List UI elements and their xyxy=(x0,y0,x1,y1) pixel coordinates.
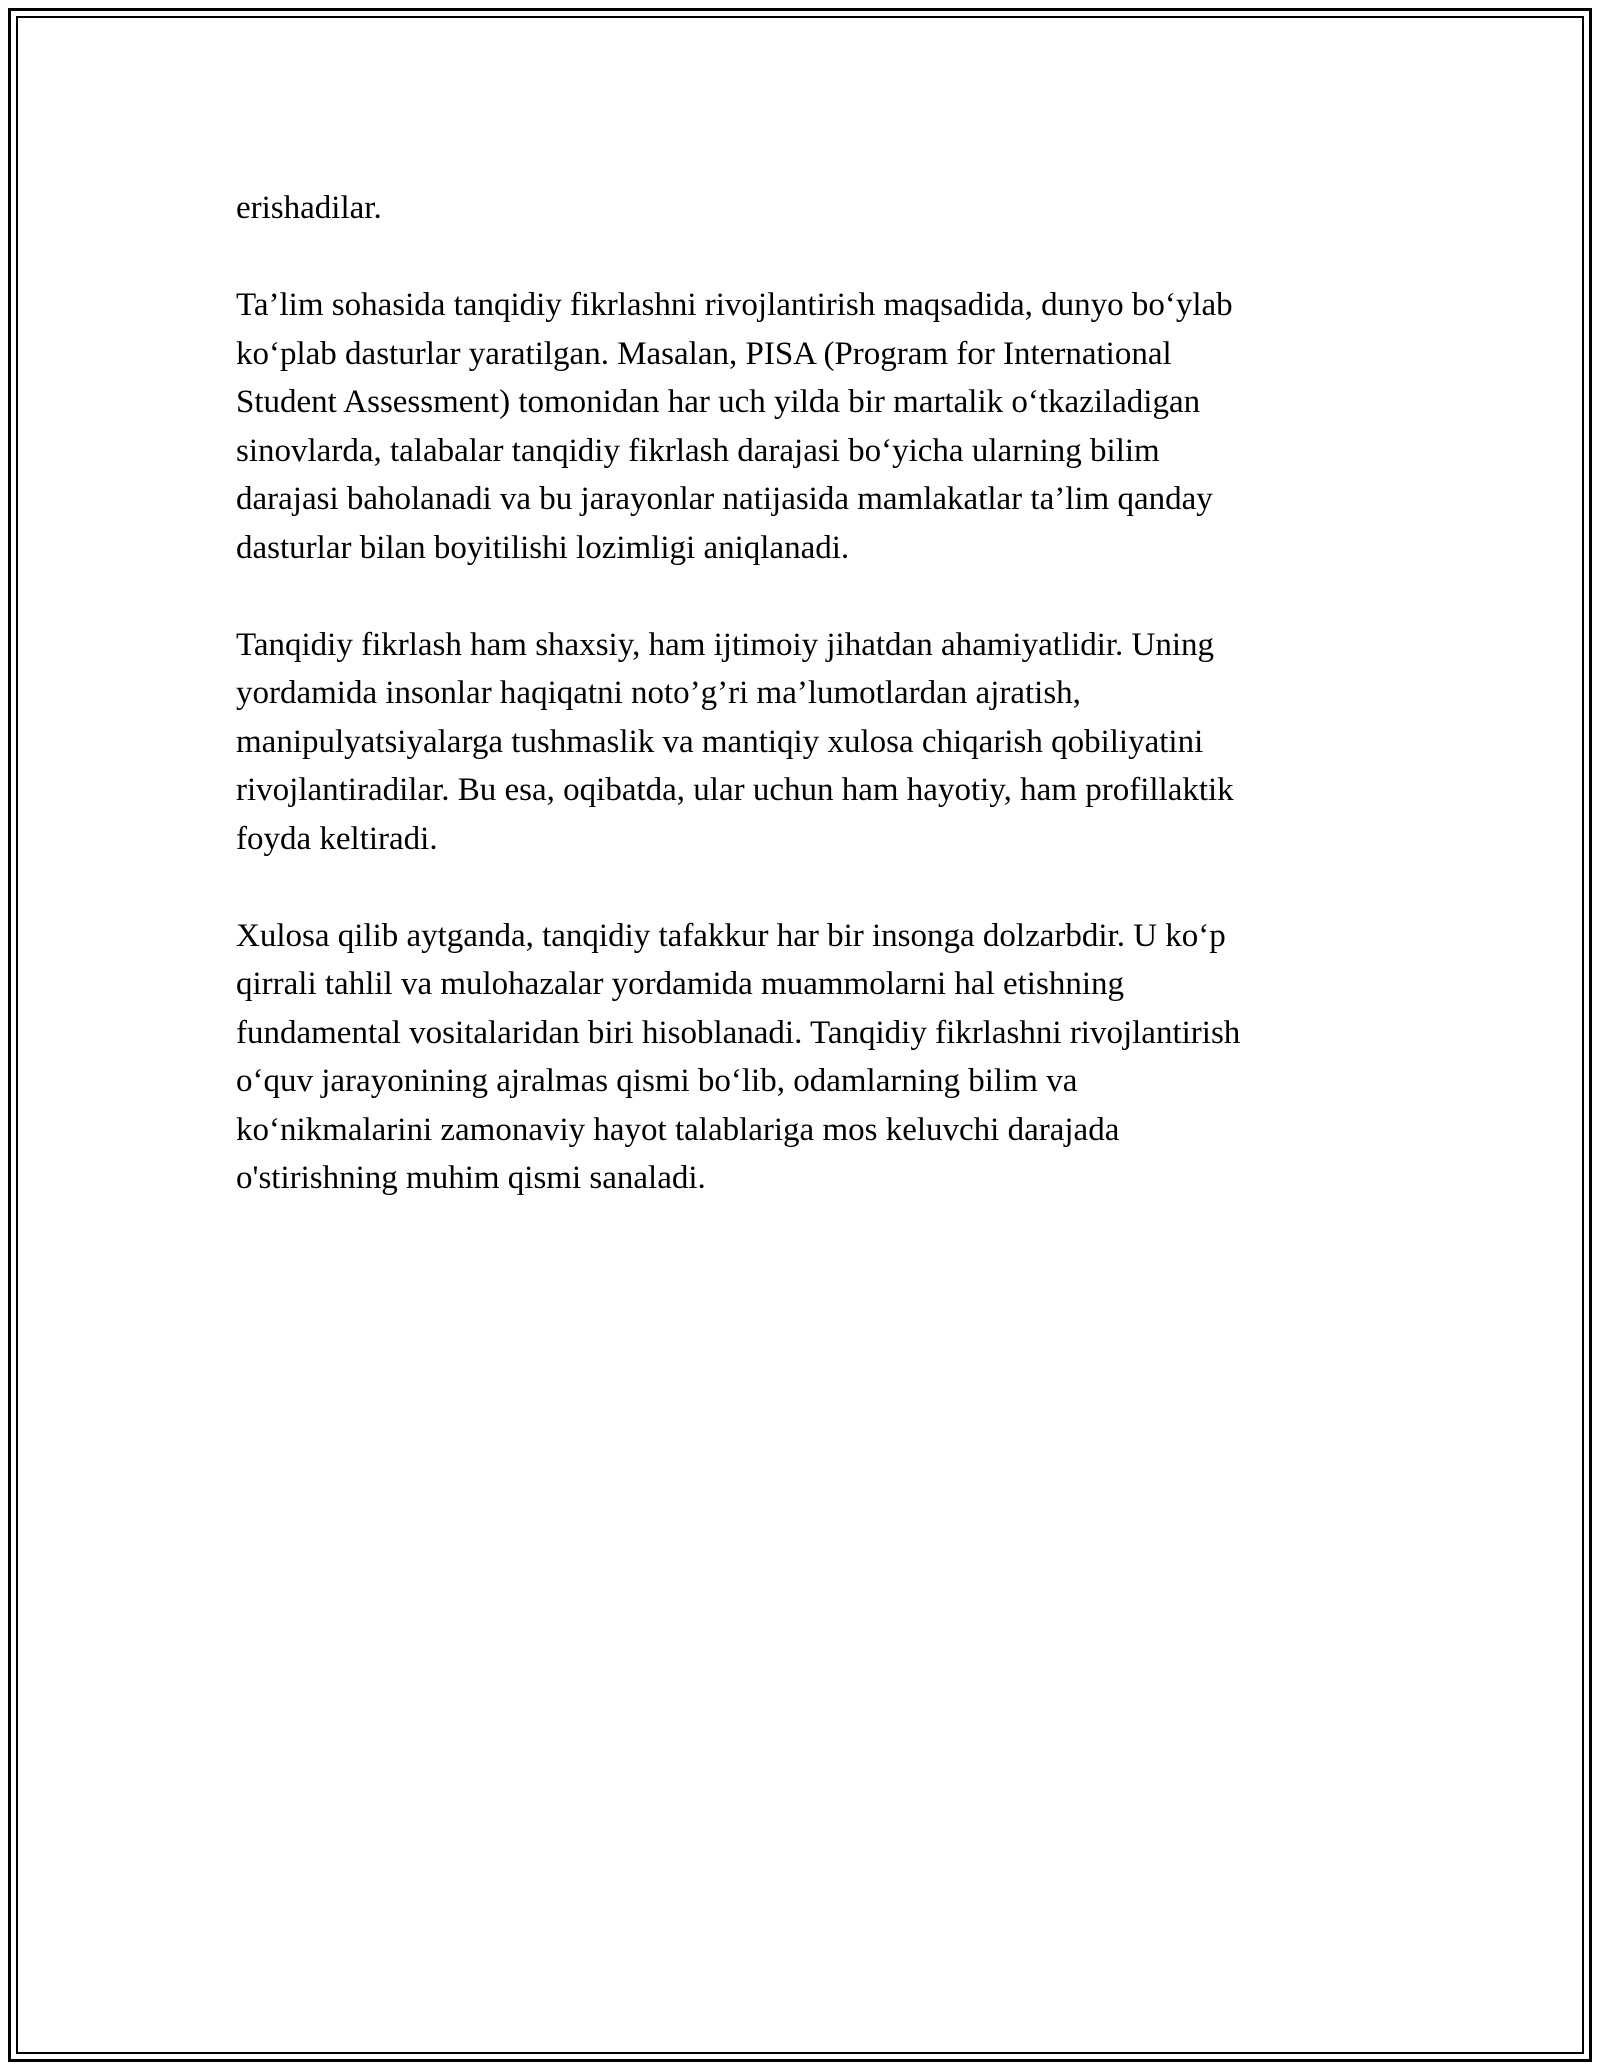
text-line: darajasi baholanadi va bu jarayonlar natijasida mamlakatlar ta’lim qanday xyxy=(236,481,1213,517)
text-line: rivojlantiradilar. Bu esa, oqibatda, ular uchun ham hayotiy, ham profillaktik xyxy=(236,772,1234,808)
text-line: foyda keltiradi. xyxy=(236,820,438,857)
text-line: ko‘nikmalarini zamonaviy hayot talablariga mos keluvchi darajada xyxy=(236,1111,1120,1148)
document-body xyxy=(236,184,1376,1251)
text-line: manipulyatsiyalarga tushmaslik va mantiqiy xulosa chiqarish qobiliyatini xyxy=(236,723,1204,760)
paragraph-3 xyxy=(236,621,1376,864)
text-line: Xulosa qilib aytganda, tanqidiy tafakkur har bir insonga dolzarbdir. U ko‘p xyxy=(236,917,1226,954)
paragraph-4 xyxy=(236,912,1376,1203)
text-line: o'stirishning muhim qismi sanaladi. xyxy=(236,1160,706,1196)
text-line: fundamental vositalaridan biri hisoblanadi. Tanqidiy fikrlashni rivojlantirish xyxy=(236,1014,1241,1051)
text-line: Ta’lim sohasida tanqidiy fikrlashni rivojlantirish maqsadida, dunyo bo‘ylab xyxy=(236,287,1233,323)
paragraph-2 xyxy=(236,281,1376,572)
text-line: ko‘plab dasturlar yaratilgan. Masalan, PISA (Program for International xyxy=(236,335,1172,372)
text-line: Tanqidiy fikrlash ham shaxsiy, ham ijtimoiy jihatdan ahamiyatlidir. Uning xyxy=(236,626,1215,663)
text-line: o‘quv jarayonining ajralmas qismi bo‘lib, odamlarning bilim va xyxy=(236,1063,1078,1099)
text-line: Student Assessment) tomonidan har uch yilda bir martalik o‘tkaziladigan xyxy=(236,384,1201,420)
text-line: erishadilar. xyxy=(236,190,382,226)
text-line: sinovlarda, talabalar tanqidiy fikrlash darajasi bo‘yicha ularning bilim xyxy=(236,432,1160,469)
text-line: dasturlar bilan boyitilishi lozimligi aniqlanadi. xyxy=(236,529,850,566)
text-line: yordamida insonlar haqiqatni noto’g’ri ma’lumotlardan ajratish, xyxy=(236,675,1081,711)
paragraph-1 xyxy=(236,184,1376,233)
text-line: qirrali tahlil va mulohazalar yordamida muammolarni hal etishning xyxy=(236,966,1124,1002)
